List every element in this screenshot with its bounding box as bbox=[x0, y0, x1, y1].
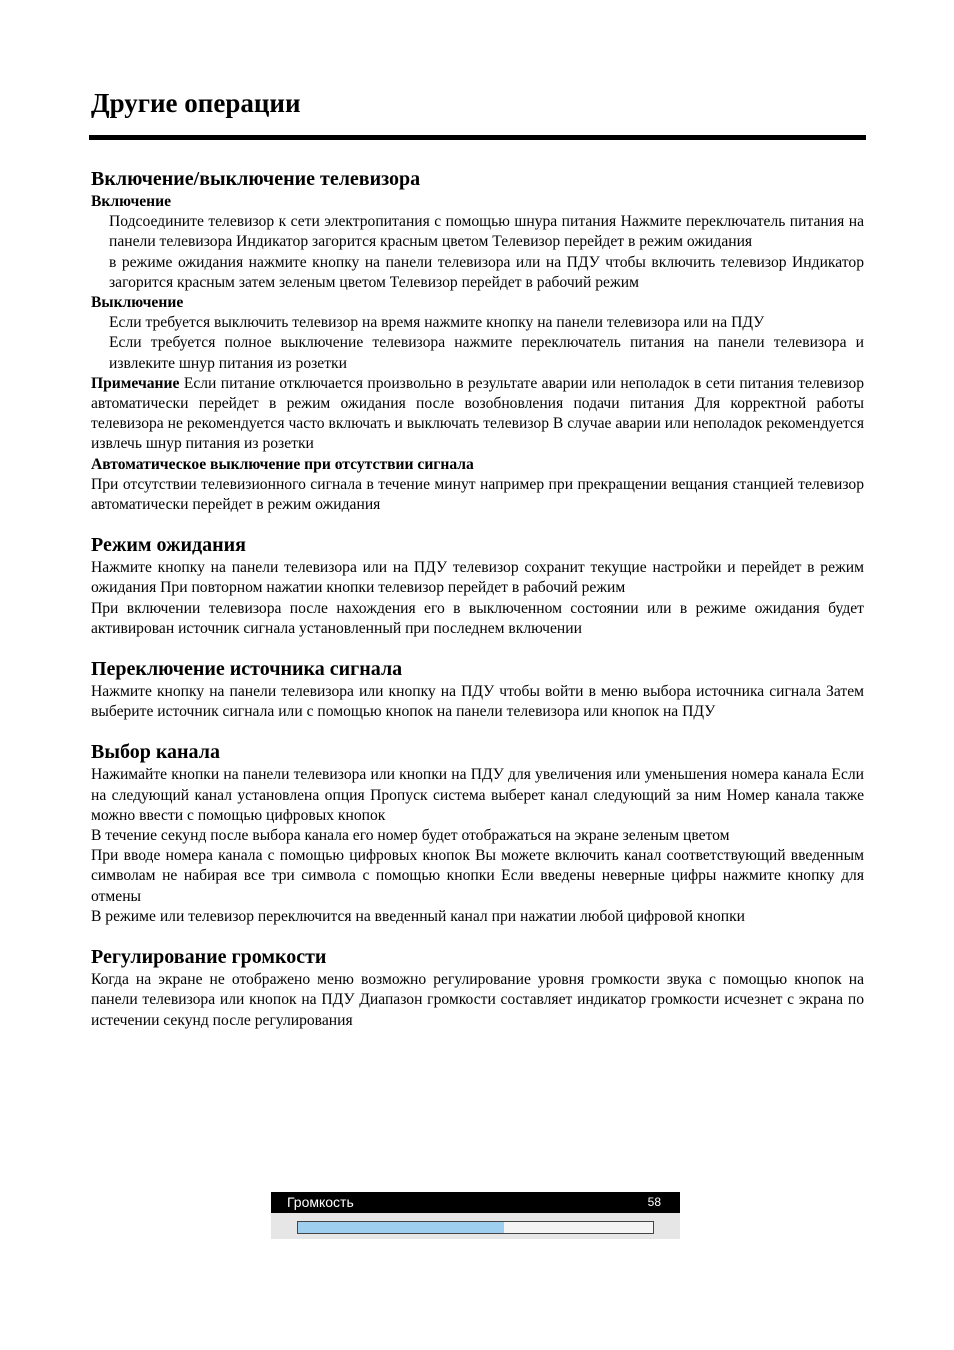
spacer bbox=[91, 515, 864, 532]
note-text: Если питание отключается произвольно в результате аварии или неполадок в сети питания телевизор автоматически перейдет в режим ожидания после возобновления подачи питания Для корректной работы телевизора не рекомендуется часто включать и выключать телевизор В случае аварии или неполадок рекомендуется извлечь шнур питания из розетки bbox=[91, 374, 864, 453]
subheading-power-on: Включение bbox=[91, 193, 172, 210]
paragraph-volume-1: Когда на экране не отображено меню возможно регулирование уровня громкости звука с помощью кнопок на панели телевизора или кнопок на ПДУ Диапазон громкости составляет индикатор громкости исчезнет с экрана по истечении секунд после регулирования bbox=[91, 971, 864, 1029]
section-channel bbox=[91, 739, 864, 927]
note-label: Примечание bbox=[91, 374, 180, 392]
title-divider bbox=[89, 135, 866, 140]
spacer bbox=[91, 927, 864, 944]
volume-osd-header bbox=[271, 1192, 680, 1213]
section-heading-volume: Регулирование громкости bbox=[91, 946, 327, 969]
section-heading-channel: Выбор канала bbox=[91, 741, 220, 764]
section-power bbox=[91, 166, 864, 515]
paragraph-source-1: Нажмите кнопку на панели телевизора или кнопку на ПДУ чтобы войти в меню выбора источника сигнала Затем выберите источник сигнала или с помощью кнопок на панели телевизора или кнопок на ПДУ bbox=[91, 683, 864, 721]
page-title: Другие операции bbox=[91, 88, 301, 118]
section-heading-power: Включение/выключение телевизора bbox=[91, 168, 421, 190]
paragraph-channel-3: При вводе номера канала с помощью цифровых кнопок Вы можете включить канал соответствующий введенным символам не набирая все три символа с помощью кнопки Если введены неверные цифры нажмите кнопку для отмены bbox=[91, 847, 864, 905]
paragraph-power-on-1: Подсоедините телевизор к сети электропитания с помощью шнура питания Нажмите переключатель питания на панели телевизора Индикатор загорится красным цветом Телевизор перейдет в режим ожидания bbox=[109, 213, 864, 251]
section-heading-source: Переключение источника сигнала bbox=[91, 658, 403, 681]
spacer bbox=[91, 722, 864, 739]
volume-osd-value: 58 bbox=[647, 1195, 661, 1209]
paragraph-auto-off: При отсутствии телевизионного сигнала в течение минут например при прекращении вещания станцией телевизор автоматически перейдет в режим ожидания bbox=[91, 475, 864, 514]
paragraph-channel-1: Нажимайте кнопки на панели телевизора или кнопки на ПДУ для увеличения или уменьшения номера канала Если на следующий канал установлена опция Пропуск система выберет канал следующий за ним Номер канала также можно ввести с помощью цифровых кнопок bbox=[91, 766, 864, 824]
paragraph-channel-4: В режиме или телевизор переключится на введенный канал при нажатии любой цифровой кнопки bbox=[91, 907, 746, 925]
section-standby bbox=[91, 532, 864, 639]
paragraph-standby-2: При включении телевизора после нахождения его в выключенном состоянии или в режиме ожидания будет активирован источник сигнала установленный при последнем включении bbox=[91, 599, 864, 637]
document-body bbox=[91, 166, 864, 1031]
note-paragraph bbox=[91, 374, 864, 455]
volume-bar-track bbox=[297, 1221, 654, 1234]
volume-bar-fill bbox=[298, 1222, 504, 1233]
paragraph-standby-1: Нажмите кнопку на панели телевизора или на ПДУ телевизор сохранит текущие настройки и перейдет в режим ожидания При повторном нажатии кнопки телевизор перейдет в рабочий режим bbox=[91, 559, 864, 597]
section-volume bbox=[91, 944, 864, 1031]
section-heading-standby: Режим ожидания bbox=[91, 534, 246, 557]
volume-osd-label: Громкость bbox=[287, 1194, 354, 1210]
subheading-power-off: Выключение bbox=[91, 294, 184, 312]
paragraph-power-off-2: Если требуется полное выключение телевизора нажмите переключатель питания на панели телевизора и извлеките шнур питания из розетки bbox=[109, 334, 864, 372]
subheading-auto-off: Автоматическое выключение при отсутствии сигнала bbox=[91, 455, 474, 473]
paragraph-power-on-2: в режиме ожидания нажмите кнопку на панели телевизора или на ПДУ чтобы включить телевизор Индикатор загорится красным затем зеленым цветом Телевизор перейдет в рабочий режим bbox=[109, 253, 864, 291]
section-source bbox=[91, 656, 864, 722]
paragraph-channel-2: В течение секунд после выбора канала его номер будет отображаться на экране зеленым цветом bbox=[91, 827, 730, 845]
paragraph-power-off-1: Если требуется выключить телевизор на время нажмите кнопку на панели телевизора или на ПДУ bbox=[109, 314, 765, 332]
spacer bbox=[91, 639, 864, 656]
volume-osd bbox=[271, 1192, 680, 1239]
